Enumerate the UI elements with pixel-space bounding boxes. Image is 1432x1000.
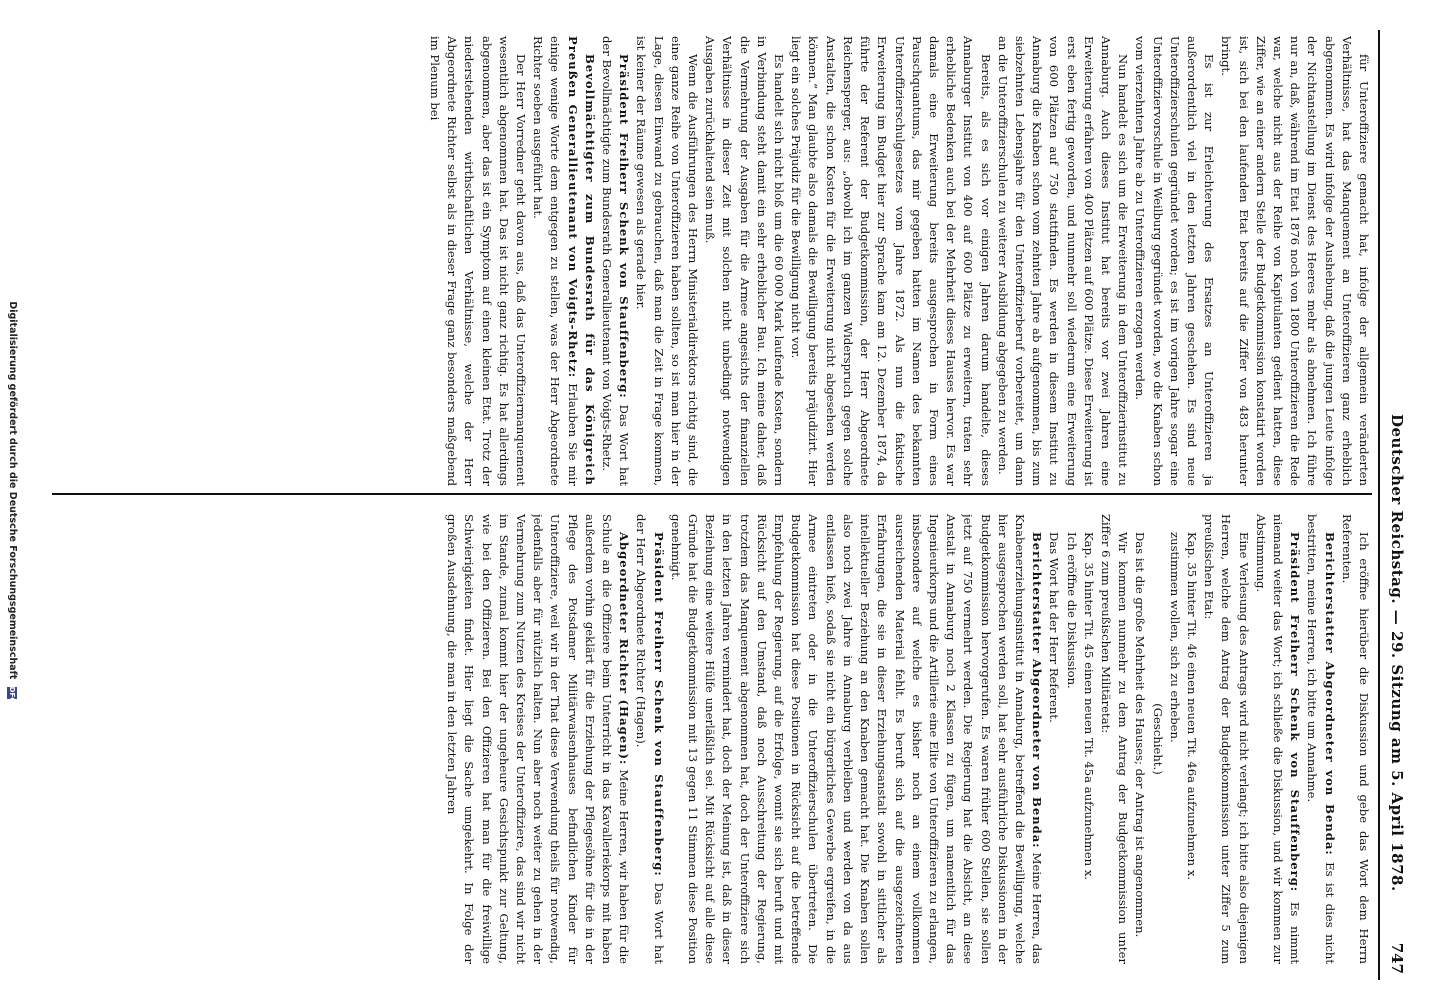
paragraph <box>1097 514 1131 964</box>
speaker-paragraph <box>529 36 598 486</box>
speaker-name: Präsident Freiherr Schenk von Stauffenberg: <box>1288 532 1303 893</box>
speaker-paragraph <box>632 514 666 964</box>
paragraph-text: Ich eröffne hierüber die Diskussion und gebe das Wort dem Herrn Referenten. <box>1339 514 1371 964</box>
paragraph-text: (Geschieht.) <box>1150 703 1165 775</box>
paragraph <box>1183 514 1200 964</box>
paragraph-text: für Unteroffiziere gemacht hat, infolge der allgemein veränderten Verhältnisse, hat das Manquement an Unteroffizieren ganz erheblich abgenommen. Es wird infolge der Aushebung, daß die jungen Leute infolge der Nichtanstellung im Dienst des Heeres mehr als abnehmen. Ich führe nur an, daß, während im Etat 1876 noch von 1800 Unteroffizieren die Rede war, welche nicht aus der Reihe von Kapitulanten gedient hatten, diese Ziffer, wie an einer andern Stelle der Budgetkommission konstatirt worden ist, sich bei den laufenden Etat bereits auf die Ziffer von 483 herunter bringt. <box>1219 36 1371 486</box>
paragraph <box>632 36 701 486</box>
credit-text: Digitalisierung gefördert durch die Deutsche Forschungsgemeinschaft <box>7 301 18 680</box>
paragraph-text: Das Wort hat der Herr Abgeordnete Richter (Hagen). <box>634 514 666 964</box>
paragraph <box>1166 514 1183 964</box>
paragraph-text: Es nimmt niemand weiter das Wort; ich schließe die Diskussion, und wir kommen zur Abstimmung. <box>1253 514 1303 964</box>
speaker-paragraph <box>667 514 1045 964</box>
paragraph-text: Meine Herren, das Knabenerziehungsinstitut in Annaburg, betreffend die Bewilligung, welche hier ausgesprochen werden soll, hat sehr ausführliche Diskussionen in der Budgetkommission hervorgerufen. Es waren früher 600 Stellen, sie sollen jetzt auf 750 vermehrt werden. Die Regierung hat die Absicht, an diese Anstalt in Annaburg noch 2 Klassen zu fügen, um namentlich für das Ingenieurkorps und die Artillerie eine Elite von Unteroffizieren zu erlangen, insbesondere auf welche es bisher noch an einem vollkommen ausreichenden Material fehlt. Es beruft sich auf die ausgezeichneten Erfahrungen, die sie in dieser Erziehungsanstalt sowohl in sittlicher als intellektueller Beziehung an den Knaben gemacht hat. Die Knaben sollen also noch zwei Jahre in Annaburg verbleiben und werden von da aus entlassen hieß, sodaß sie nicht ein bürgerliches Gewerbe ergreifen, in die Armee eintreten oder in die Unteroffizierschulen übertreten. Die Budgetkommission hat diese Positionen in Rücksicht auf die betreffende Empfehlung der Regierung, auf die Erfolge, womit sie sich beruft und mit Rücksicht auf den Umstand, daß noch Ausschreitung der Regierung, trotzdem das Manquement abgenommen hat, doch der Unteroffiziere sich in den letzten Jahren vermindert hat, doch der Meinung ist, daß in dieser Beziehung eine weitere Hülfe unerläßlich sei. Mit Rücksicht auf alle diese Gründe hat die Budgetkommission mit 13 gegen 11 Stimmen diese Position genehmigt. <box>668 514 1045 964</box>
paragraph <box>1200 514 1252 964</box>
paragraph-text: Das Wort hat der Bevollmächtigte zum Bundesrath Generallieutenant von Voigts-Rhetz. <box>600 36 632 486</box>
paragraph-text: Ich eröffne die Diskussion. <box>1064 532 1079 689</box>
paragraph-text: Das ist die große Mehrheit des Hauses; der Antrag ist angenommen. <box>1133 532 1148 938</box>
paragraph <box>1338 514 1372 964</box>
header-rule <box>1378 30 1380 980</box>
paragraph <box>1217 36 1372 486</box>
page-number: 747 <box>1388 942 1406 974</box>
paragraph-text: Wir kommen nunmehr zu dem Antrag der Budgetkommission unter Ziffer 6 zum preußischen Militäretat: <box>1098 514 1131 964</box>
paragraph-text: Kap. 35 hinter Tit. 45 einen neuen Tit. 45a aufzunehmen x. <box>1081 532 1096 881</box>
paragraph <box>1131 36 1217 486</box>
paragraph <box>1148 514 1165 964</box>
paragraph-text: Der Herr Vorredner geht davon aus, daß das Unteroffiziermanquement wesentlich abgenommen hat. Das ist nicht ganz richtig. Es hat allerdings abgenommen, aber das ist ein Symptom auf einen kleinen Etat. Trotz der niederstehenden wirthschaftlichen Verhältnisse, welche der Herr Abgeordnete Richter selbst als in dieser Frage ganz besonders maßgebend im Plenum bei <box>428 36 529 486</box>
speaker-paragraph <box>1252 514 1304 964</box>
paragraph-text: Nun handelt es sich um die Erweiterung in dem Unteroffizierinstitut zu Annaburg. Auch dieses Institut hat bereits vor zwei Jahren eine Erweiterung erfahren von 400 Plätzen auf 600 Plätze. Diese Erweiterung ist erst eben fertig geworden, und nunmehr soll wiederum eine Erweiterung von 600 Plätzen auf 750 stattfinden. Es werden in diesem Institut zu Annaburg die Knaben schon vom zehnten Jahre ab aufgenommen, bis zum siebzehnten Lebensjahre für den Unteroffizierberuf vorbereitet, um dann an die Unteroffizierschulen zu weiterer Ausbildung abgegeben zu werden. <box>995 36 1131 486</box>
speaker-name: Bevollmächtigter zum Bundesrath für das Königreich Preußen Generallieutenant von Voigts-Rhetz: <box>565 36 597 486</box>
dfg-logo: DFG <box>8 686 17 703</box>
page-header <box>1380 34 1406 974</box>
paragraph-text: Es handelt sich nicht bloß um die 60 000 Mark laufende Kosten, sondern in Verbindung steht damit ein sehr erheblicher Bau. Ich meine daher, daß die Vermehrung der Ausgaben für die Armee angesichts der finanziellen Verhältnisse in dieser Zeit mit solchen nicht unbedingt notwendigen Ausgaben zurückhaltend sein muß. <box>703 36 787 486</box>
paragraph-text: zustimmen wollen, sich zu erheben. <box>1167 532 1182 743</box>
paragraph <box>1131 514 1148 964</box>
speaker-name: Berichterstatter Abgeordneter von Benda: <box>1322 532 1337 856</box>
paragraph-text: Das Wort hat der Herr Referent. <box>1047 532 1062 723</box>
paragraph-text: Es ist zur Erleichterung des Ersatzes an Unteroffizieren ja außerordentlich viel in den letzten Jahren geschehen. Es sind neue Unteroffizierschulen gegründet worden; es ist im vorigen Jahre sogar eine Unteroffiziervorschule in Weilburg gegründet worden, wo die Knaben schon vom vierzehnten Jahre ab zu Unteroffizieren erzogen werden. <box>1133 36 1217 486</box>
paragraph <box>1045 514 1062 964</box>
speaker-name: Präsident Freiherr Schenk von Stauffenberg: <box>617 54 632 399</box>
left-column <box>47 36 1372 486</box>
digitization-credit <box>7 0 18 1000</box>
paragraph-text: Bereits, als es sich vor einigen Jahren darum handelte, dieses Annaburger Institut von 400 auf 600 Plätze zu erweitern, traten sehr erhebliche Bedenken auch bei der Mehrheit dieses Hauses hervor. Es war damals eine Erweiterung bereits ausgesprochen in Form eines Pauschquantums, das mir gegeben hatten im Namen des bekannten Unteroffizierschulgesetzes vom Jahre 1872. Als nun die faktische Erweiterung im Budget hier zur Sprache kam am 12. Dezember 1874, da führte der Referent der Budgetkommission, der Herr Abgeordnete Reichensperger, aus: „obwohl ich im ganzen Widerspruch gegen solche Anstalten, die schon Kosten für die Erweiterung nicht abgesehen werden können.“ Man glaubte also damals die Bewilligung bereits präjudizirt. Hier liegt ein solches Präjudiz für die Bewilligung nicht vor. <box>789 36 993 486</box>
paragraph-text: Kap. 35 hinter Tit. 46 einen neuen Tit. 46a aufzunehmen x. <box>1184 532 1199 881</box>
paragraph <box>1062 514 1079 964</box>
paragraph <box>1080 514 1097 964</box>
paragraph-text: Eine Verlesung des Antrags wird nicht verlangt; ich bitte also diejenigen Herren, welche dem Antrag der Budgetkommission unter Ziffer 5 zum preußischen Etat: <box>1202 514 1251 964</box>
paragraph-text: Wenn die Ausführungen des Herrn Ministerialdirektors richtig sind, die eine ganze Reihe von Unteroffizieren haben sollten, so ist man hier in der Lage, diesen Einwand zu gebrauchen, daß man die Zeit in Frage kommen, ist keiner der Räume gewesen als gerade hier. <box>634 36 701 486</box>
speaker-paragraph <box>598 36 632 486</box>
speaker-name: Berichterstatter Abgeordneter von Benda: <box>1030 532 1045 849</box>
header-title: Deutscher Reichstag. — 29. Sitzung am 5. April 1878. <box>1388 414 1406 892</box>
paragraph <box>994 36 1132 486</box>
column-divider <box>52 493 1372 495</box>
speaker-name: Abgeordneter Richter (Hagen): <box>617 532 632 766</box>
paragraph <box>426 36 529 486</box>
speaker-paragraph <box>443 514 632 964</box>
speaker-name: Präsident Freiherr Schenk von Stauffenberg: <box>651 532 666 877</box>
paragraph-text: Meine Herren, wir haben für die Schule an die Offiziere beim Unterricht in das Kavalleriekorps mit haben außerdem vorhin geklärt für die Erziehung der Pflegesöhne für die in der Pflege des Potsdamer Militärwaisenhauses befindlichen Kinder für Unteroffiziere, weil wir in der That diese Verwendung theils für notwendig, jedenfalls aber für nützlich halten. Nun aber noch weiter zu gehen in der Vermehrung zum Nutzen des Kreises der Unteroffiziere, das sind wir nicht im Stande, zumal kommt hier der ungeheure Gesichtspunkt zur Geltung, wie bei den Offizieren. Bei den Offizieren hat man für die freiwillige Schwierigkeiten findet. Hier liegt die Sache umgekehrt. In Folge der großen Ausdehnung, die man in den letzten Jahren <box>445 514 632 964</box>
speaker-paragraph <box>1303 514 1337 964</box>
paragraph-text: Es ist dies nicht bestritten, meine Herren, ich bitte um Annahme. <box>1305 514 1337 964</box>
paragraph-text: Erlauben Sie mir einige wenige Worte dem entgegen zu stellen, was der Herr Abgeordnete Richter soeben ausgeführt hat. <box>531 36 580 486</box>
paragraph <box>787 36 993 486</box>
paragraph <box>701 36 787 486</box>
right-column <box>47 514 1372 964</box>
